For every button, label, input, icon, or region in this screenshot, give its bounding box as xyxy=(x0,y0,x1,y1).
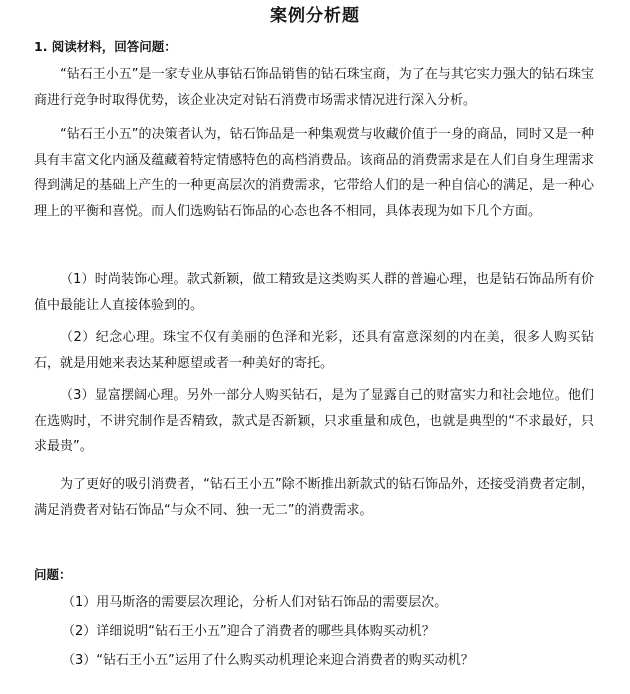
paragraph-intro: “钻石王小五”是一家专业从事钻石饰品销售的钻石珠宝商，为了在与其它实力强大的钻石珠宝商进行竞争时取得优势，该企业决定对钻石消费市场需求情况进行深入分析。 xyxy=(34,67,594,108)
questions-label: 问题： xyxy=(34,567,72,582)
paragraph-custom: 为了更好的吸引消费者，“钻石王小五”除不断推出新款式的钻石饰品外，还接受消费者定制，满足消费者对钻石饰品“与众不同、独一无二”的消费需求。 xyxy=(34,477,594,518)
paragraph-wealth: （3）显富摆阔心理。另外一部分人购买钻石，是为了显露自己的财富实力和社会地位。他们在选购时，不讲究制作是否精致，款式是否新颖，只求重量和成色，也就是典型的“不求最好，只求最贵”。 xyxy=(34,388,594,454)
question-item-3: （3）“钻石王小五”运用了什么购买动机理论来迎合消费者的购买动机？ xyxy=(62,653,474,668)
paragraph-memorial: （2）纪念心理。珠宝不仅有美丽的色泽和光彩，还具有富意深刻的内在美，很多人购买钻石，就是用她来表达某种愿望或者一种美好的寄托。 xyxy=(34,330,594,371)
question-item-2: （2）详细说明“钻石王小五”迎合了消费者的哪些具体购买动机？ xyxy=(62,624,435,639)
paragraph-decision: “钻石王小五”的决策者认为，钻石饰品是一种集观赏与收藏价值于一身的商品，同时又是一种具有丰富文化内涵及蕴藏着特定情感特色的高档消费品。该商品的消费需求是在人们自身生理需求得到满足的基础上产生的一种更高层次的消费需求，它带给人们的是一种自信心的满足，是一种心理上的平衡和喜悦。而人们选购钻石饰品的心态也各不相同，具体表现为如下几个方面。 xyxy=(34,127,594,219)
question-item-1: （1）用马斯洛的需要层次理论，分析人们对钻石饰品的需要层次。 xyxy=(62,595,448,610)
paragraph-fashion: （1）时尚装饰心理。款式新颖，做工精致是这类购买人群的普遍心理，也是钻石饰品所有价值中最能让人直接体验到的。 xyxy=(34,272,594,313)
document-title: 案例分析题 xyxy=(270,6,360,26)
section-label: 1. 阅读材料，回答问题： xyxy=(34,39,177,54)
